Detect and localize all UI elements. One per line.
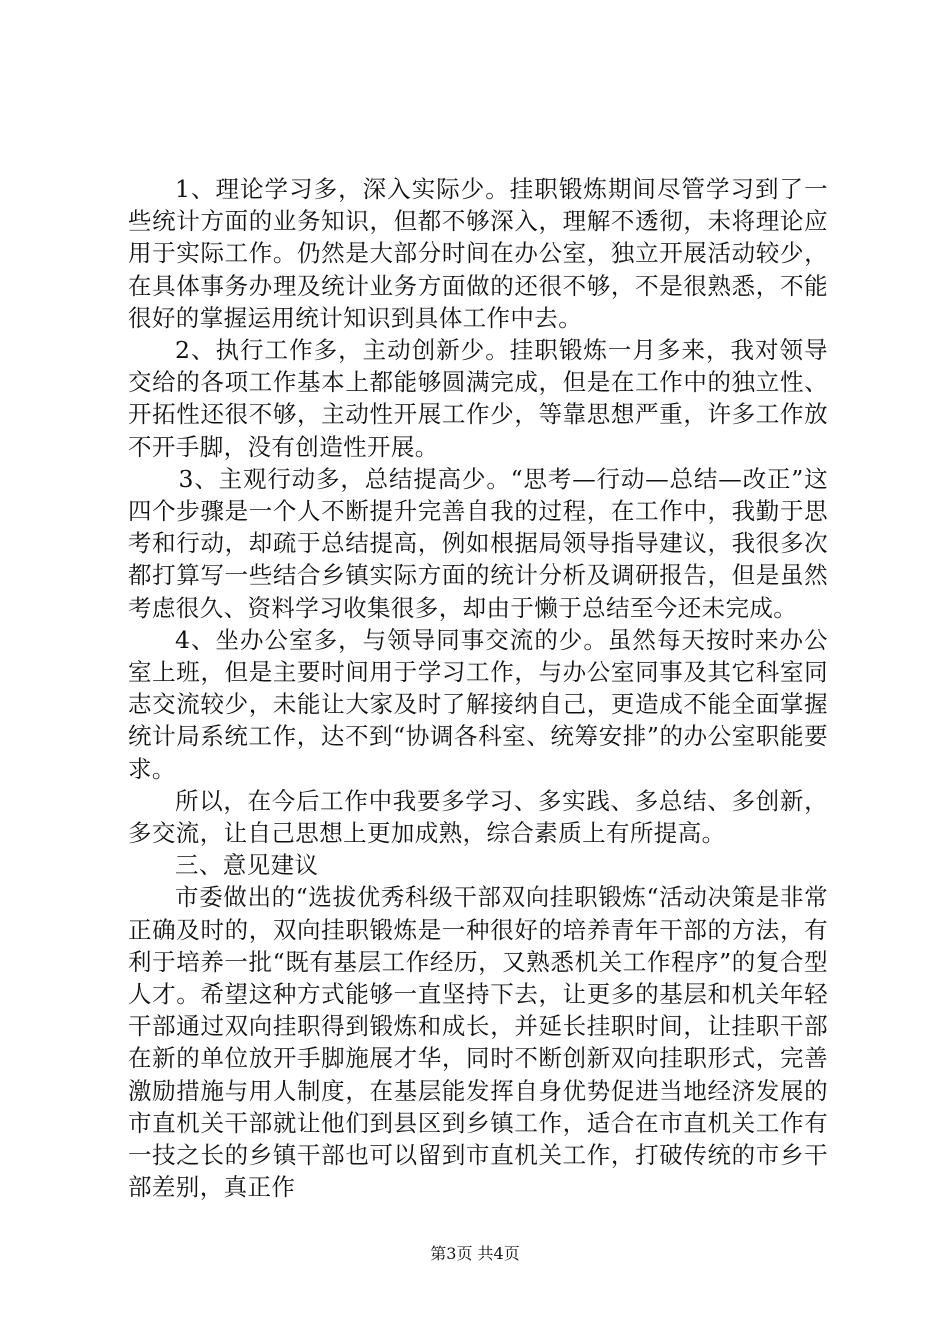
paragraph-conclusion: 所以，在今后工作中我要多学习、多实践、多总结、多创新，多交流，让自己思想上更加成熟，综合素质上有所提高。: [128, 786, 828, 848]
paragraph-subjective-action: 3、主观行动多，总结提高少。“思考—行动—总结—改正”这四个步骤是一个人不断提升完善自我的过程，在工作中，我勤于思考和行动，却疏于总结提高，例如根据局领导指导建议，我很多次都打算写一些结合乡镇实际方面的统计分析及调研报告，但是虽然考虑很久、资料学习收集很多，却由于懒于总结至今还未完成。: [128, 464, 828, 622]
paragraph-suggestions: 市委做出的“选拔优秀科级干部双向挂职锻炼“活动决策是非常正确及时的，双向挂职锻炼是一种很好的培养青年干部的方法，有利于培养一批“既有基层工作经历，又熟悉机关工作程序”的复合型人才。希望这种方式能够一直坚持下去，让更多的基层和机关年轻干部通过双向挂职得到锻炼和成长，并延长挂职时间，让挂职干部在新的单位放开手脚施展才华，同时不断创新双向挂职形式，完善激励措施与用人制度，在基层能发挥自身优势促进当地经济发展的市直机关干部就让他们到县区到乡镇工作，适合在市直机关工作有一技之长的乡镇干部也可以留到市直机关工作，打破传统的市乡干部差别，真正作: [128, 883, 828, 1202]
paragraph-theory-study: 1、理论学习多，深入实际少。挂职锻炼期间尽管学习到了一些统计方面的业务知识，但都不够深入，理解不透彻，未将理论应用于实际工作。仍然是大部分时间在办公室，独立开展活动较少，在具体事务办理及统计业务方面做的还很不够，不是很熟悉，不能很好的掌握运用统计知识到具体工作中去。: [128, 175, 828, 332]
document-body: [128, 173, 828, 1204]
paragraph-office-communication: 4、坐办公室多，与领导同事交流的少。虽然每天按时来办公室上班，但是主要时间用于学习工作，与办公室同事及其它科室同志交流较少，未能让大家及时了解接纳自己，更造成不能全面掌握统计局系统工作，达不到“协调各科室、统筹安排”的办公室职能要求。: [128, 625, 828, 783]
paragraph-execution-work: 2、执行工作多，主动创新少。挂职锻炼一月多来，我对领导交给的各项工作基本上都能够圆满完成，但是在工作中的独立性、开拓性还很不够，主动性开展工作少，等靠思想严重，许多工作放不开手脚，没有创造性开展。: [128, 336, 828, 461]
section-heading-suggestions: 三、意见建议: [175, 851, 319, 880]
page-number-footer: 第3页 共4页: [430, 1244, 520, 1263]
